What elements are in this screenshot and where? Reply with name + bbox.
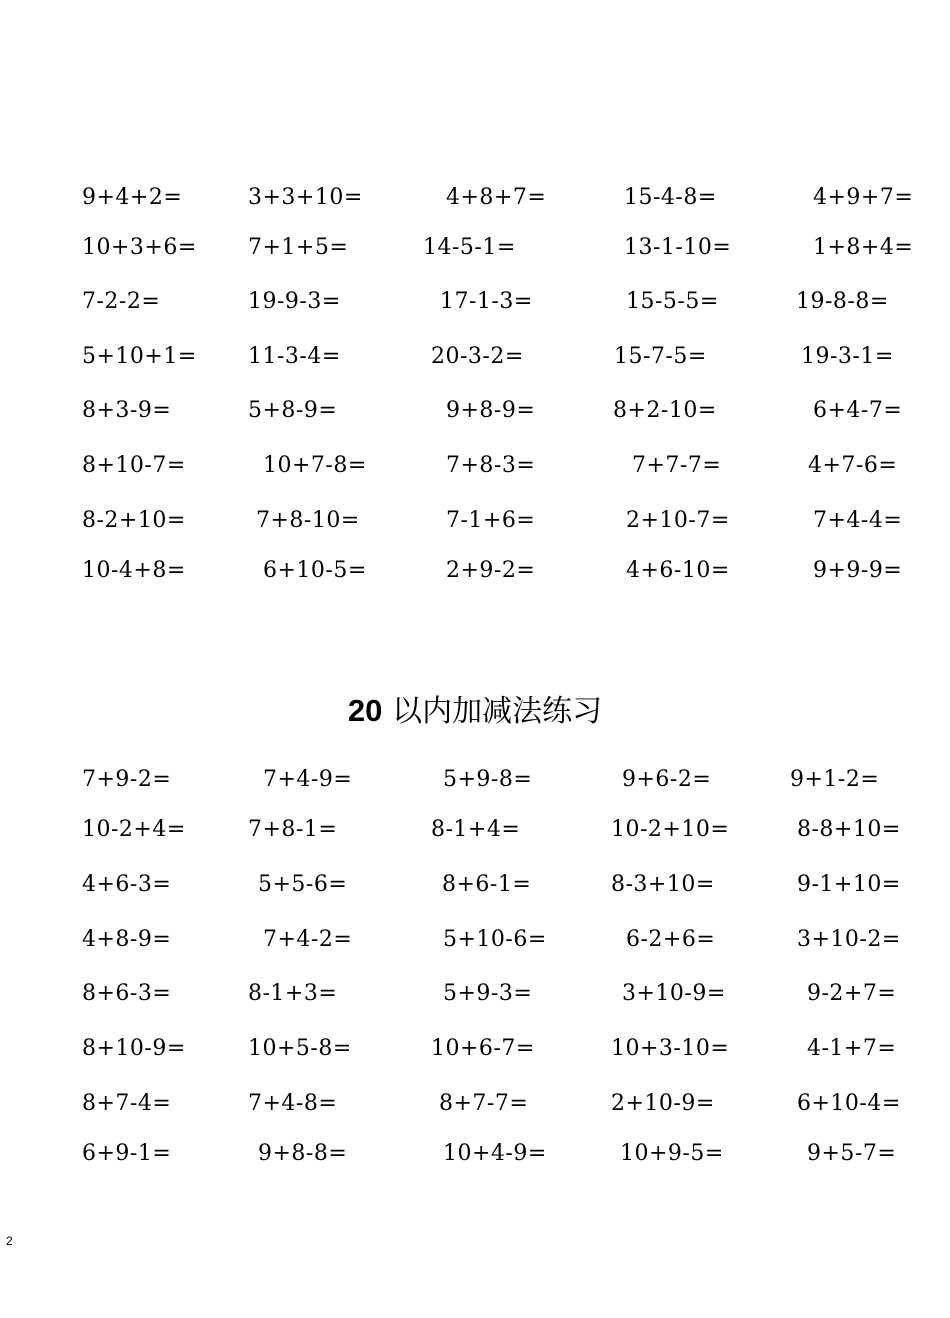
problem-row [0,506,950,536]
problem: 7+8-10= [256,508,360,533]
problem: 2+10-7= [626,508,730,533]
problem: 10-4+8= [82,558,186,583]
problem: 1+8+4= [813,235,914,260]
page-number: 2 [6,1234,13,1248]
problem: 9+8-8= [258,1141,348,1166]
problem: 9+1-2= [790,767,880,792]
problem: 14-5-1= [423,235,516,260]
problem: 7+8-3= [446,453,536,478]
problem: 8+2-10= [613,398,717,423]
problem: 4+8-9= [82,927,172,952]
problem: 8+3-9= [82,398,172,423]
problem-row [0,1034,950,1064]
problem: 8+7-7= [439,1091,529,1116]
problem-row [0,815,950,845]
problem: 7+1+5= [248,235,349,260]
problem-row [0,183,950,213]
problem: 15-5-5= [626,289,719,314]
problem: 4+7-6= [808,453,898,478]
problem-row [0,870,950,900]
problem: 9+5-7= [807,1141,897,1166]
problem: 7+4-2= [263,927,353,952]
problem: 19-8-8= [796,289,889,314]
problem: 8+7-4= [82,1091,172,1116]
problem: 6+10-5= [263,558,367,583]
problem-row [0,1089,950,1119]
section-title-number: 20 [347,693,383,728]
problem: 7+7-7= [632,453,722,478]
problem: 10+7-8= [263,453,367,478]
problem: 13-1-10= [624,235,732,260]
problem: 5+10+1= [82,344,197,369]
problem: 7+8-1= [248,817,338,842]
problem: 10+3-10= [611,1036,730,1061]
problem: 4-1+7= [807,1036,897,1061]
problem: 8-1+4= [431,817,521,842]
problem: 10-2+4= [82,817,186,842]
problem-row [0,396,950,426]
problem: 7+4-8= [248,1091,338,1116]
problem: 8-1+3= [248,981,338,1006]
problem: 6+10-4= [797,1091,901,1116]
problem: 9+8-9= [446,398,536,423]
problem: 8-2+10= [82,508,186,533]
problem: 8+6-3= [82,981,172,1006]
problem: 3+3+10= [248,185,363,210]
problem: 8-8+10= [797,817,901,842]
problem: 15-7-5= [614,344,707,369]
section-title-text: 以内加减法练习 [392,694,603,729]
problem: 17-1-3= [440,289,533,314]
problem: 5+9-3= [443,981,533,1006]
problem-row [0,287,950,317]
problem-row [0,342,950,372]
problem: 3+10-2= [797,927,901,952]
problem: 4+6-3= [82,872,172,897]
problem: 5+8-9= [248,398,338,423]
problem: 7-2-2= [82,289,161,314]
problem: 11-3-4= [248,344,341,369]
problem: 8-3+10= [611,872,715,897]
problem: 6+4-7= [813,398,903,423]
problem: 10-2+10= [611,817,730,842]
problem: 4+8+7= [446,185,547,210]
problem-row [0,233,950,263]
problem: 4+9+7= [813,185,914,210]
problem: 10+9-5= [620,1141,724,1166]
problem: 7+4-4= [813,508,903,533]
problem: 7-1+6= [446,508,536,533]
problem: 5+9-8= [443,767,533,792]
problem: 5+10-6= [443,927,547,952]
section-title [0,690,950,733]
problem-row [0,1139,950,1169]
problem: 19-3-1= [801,344,894,369]
problem: 2+9-2= [446,558,536,583]
problem: 10+5-8= [248,1036,352,1061]
problem: 2+10-9= [611,1091,715,1116]
problem: 8+10-7= [82,453,186,478]
problem: 19-9-3= [248,289,341,314]
problem: 15-4-8= [624,185,717,210]
problem: 10+4-9= [443,1141,547,1166]
problem: 9-2+7= [807,981,897,1006]
problem: 9-1+10= [797,872,901,897]
problem: 6-2+6= [626,927,716,952]
problem: 4+6-10= [626,558,730,583]
problem-row [0,979,950,1009]
problem: 6+9-1= [82,1141,172,1166]
problem: 7+4-9= [263,767,353,792]
problem-row [0,925,950,955]
problem: 9+6-2= [622,767,712,792]
problem-row [0,765,950,795]
problem: 5+5-6= [258,872,348,897]
problem: 9+4+2= [82,185,183,210]
problem: 20-3-2= [431,344,524,369]
problem: 10+3+6= [82,235,197,260]
problem: 3+10-9= [622,981,726,1006]
problem-row [0,556,950,586]
problem-row [0,451,950,481]
problem: 8+10-9= [82,1036,186,1061]
problem: 10+6-7= [431,1036,535,1061]
problem: 7+9-2= [82,767,172,792]
problem: 8+6-1= [442,872,532,897]
problem: 9+9-9= [813,558,903,583]
